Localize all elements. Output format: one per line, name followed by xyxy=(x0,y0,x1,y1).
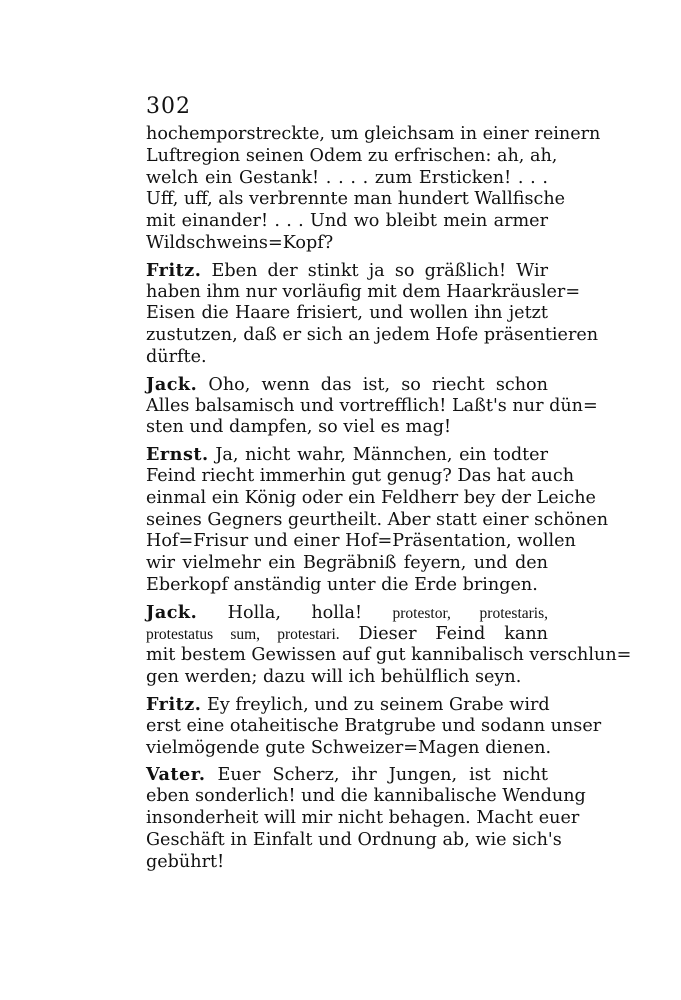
speaker-name: Jack. xyxy=(146,373,198,395)
dialogue-line xyxy=(146,694,548,716)
text-line: einmal ein König oder ein Feldherr bey der Leiche xyxy=(146,487,596,508)
dialogue-text: Holla, holla! xyxy=(197,602,393,623)
text-line xyxy=(146,624,548,646)
text-line: Eisen die Haare frisiert, und wollen ihn jetzt xyxy=(146,303,548,324)
text-line: gebührt! xyxy=(146,851,225,872)
text-line: seines Gegners geurtheilt. Aber statt einer schönen xyxy=(146,509,609,530)
text-line: zustutzen, daß er sich an jedem Hofe präsentieren xyxy=(146,325,599,346)
text-line: insonderheit will mir nicht behagen. Macht euer xyxy=(146,807,580,828)
text-line: mit bestem Gewissen auf gut kannibalisch verschlun= xyxy=(146,645,632,666)
body-text xyxy=(146,124,632,873)
text-line: Geschäft in Einfalt und Ordnung ab, wie sich's xyxy=(146,829,562,850)
latin-text: protestor, protestaris, xyxy=(392,604,548,622)
text-line: dürfte. xyxy=(146,346,207,367)
text-line: Alles balsamisch und vortrefflich! Laßt's nur dün= xyxy=(146,395,598,416)
text-line: welch ein Gestank! . . . . zum Ersticken! . . . xyxy=(146,167,548,188)
text-line: Uff, uff, als verbrennte man hundert Wallfische xyxy=(146,189,566,210)
dialogue-line xyxy=(146,764,548,786)
dialogue-text: Ey freylich, und zu seinem Grabe wird xyxy=(201,694,550,715)
speaker-name: Vater. xyxy=(146,764,206,786)
text-line: hochemporstreckte, um gleichsam in einer reinern xyxy=(146,124,601,144)
text-line: wir vielmehr ein Begräbniß feyern, und den xyxy=(146,553,548,574)
dialogue-text: Eben der stinkt ja so gräßlich! Wir xyxy=(201,260,548,281)
text-line: Feind riecht immerhin gut genug? Das hat auch xyxy=(146,465,575,486)
text-line: gen werden; dazu will ich behülflich seyn. xyxy=(146,667,522,688)
dialogue-text: Dieser Feind kann xyxy=(339,623,549,644)
text-line: mit einander! . . . Und wo bleibt mein armer xyxy=(146,211,548,232)
text-line: Luftregion seinen Odem zu erfrischen: ah, ah, xyxy=(146,145,558,166)
dialogue-text: Euer Scherz, ihr Jungen, ist nicht xyxy=(205,765,548,786)
dialogue-line xyxy=(146,602,548,624)
text-line: eben sonderlich! und die kannibalische Wendung xyxy=(146,786,586,807)
text-line: haben ihm nur vorläufig mit dem Haarkräusler= xyxy=(146,281,581,302)
dialogue-line xyxy=(146,374,548,396)
text-line: Wildschweins=Kopf? xyxy=(146,232,334,253)
text-line: Hof=Frisur und einer Hof=Präsentation, wollen xyxy=(146,531,576,552)
latin-text: protestatus sum, protestari. xyxy=(146,625,340,643)
speaker-name: Fritz. xyxy=(146,259,202,281)
speaker-name: Jack. xyxy=(146,601,198,623)
text-line: vielmögende gute Schweizer=Magen dienen. xyxy=(146,737,552,758)
dialogue-text: Ja, nicht wahr, Männchen, ein todter xyxy=(208,445,548,466)
page-number: 302 xyxy=(146,94,191,119)
text-line: Eberkopf anständig unter die Erde bringen. xyxy=(146,574,538,595)
dialogue-line xyxy=(146,260,548,282)
text-line: erst eine otaheitische Bratgrube und sodann unser xyxy=(146,715,602,736)
text-line: sten und dampfen, so viel es mag! xyxy=(146,417,452,438)
dialogue-line xyxy=(146,444,548,466)
speaker-name: Fritz. xyxy=(146,693,202,715)
dialogue-text: Oho, wenn das ist, so riecht schon xyxy=(197,374,548,395)
speaker-name: Ernst. xyxy=(146,444,209,466)
